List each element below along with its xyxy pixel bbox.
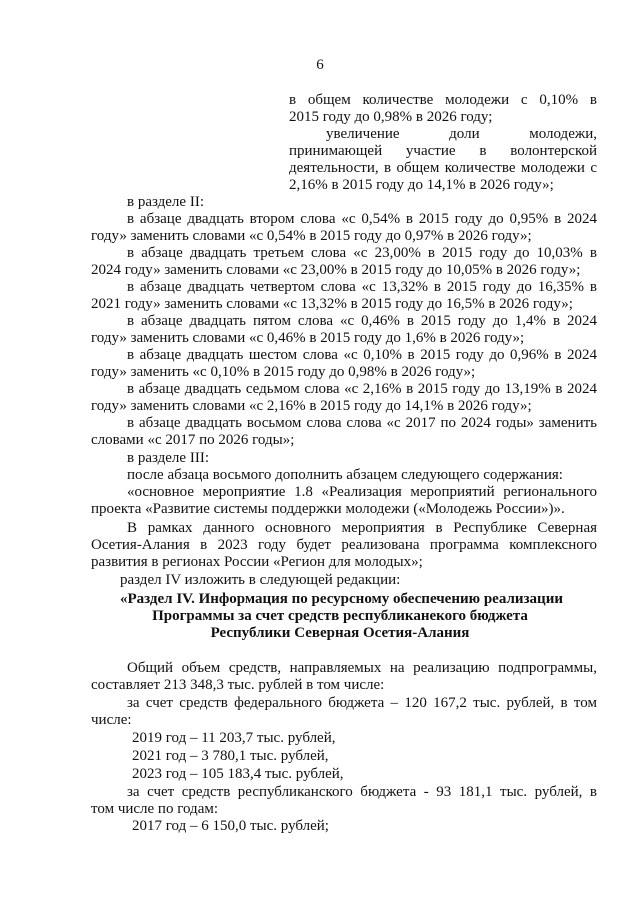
text-line: в абзаце двадцать седьмом слова «с 2,16% в 2015 году до 13,19% в 2024 xyxy=(127,381,597,397)
section-heading: Республики Северная Осетия-Алания xyxy=(210,625,470,641)
text-line: за счет средств республиканского бюджета - 93 181,1 тыс. рублей, в xyxy=(127,784,597,800)
text-line: В рамках данного основного мероприятия в Республике Северная xyxy=(127,520,597,536)
text-line: деятельности, в общем количестве молодежи с xyxy=(289,160,597,176)
text-line: принимающей участие в волонтерской xyxy=(289,143,597,159)
text-line: году» заменить словами «с 2,16% в 2015 году до 14,1% в 2026 году»; xyxy=(91,398,532,414)
text-line: «основное мероприятие 1.8 «Реализация мероприятий регионального xyxy=(127,484,597,500)
text-line: в разделе II: xyxy=(127,194,204,210)
text-line: 2024 году» заменить словами «с 23,00% в 2015 году до 10,05% в 2026 году»; xyxy=(91,262,581,278)
section-heading: «Раздел IV. Информация по ресурсному обеспечению реализации xyxy=(120,591,563,607)
text-line: 2019 год – 11 203,7 тыс. рублей, xyxy=(132,730,336,746)
text-line: в абзаце двадцать четвертом слова «с 13,32% в 2015 году до 16,35% в xyxy=(127,279,597,295)
text-line: 2017 год – 6 150,0 тыс. рублей; xyxy=(132,818,329,834)
text-line: 2023 год – 105 183,4 тыс. рублей, xyxy=(132,766,344,782)
text-line: году» заменить «с 0,10% в 2015 году до 0,98% в 2026 году»; xyxy=(91,364,476,380)
text-line: в абзаце двадцать шестом слова «с 0,10% в 2015 году до 0,96% в 2024 xyxy=(127,347,597,363)
text-line: раздел IV изложить в следующей редакции: xyxy=(120,572,401,588)
text-line: составляет 213 348,3 тыс. рублей в том числе: xyxy=(91,677,385,693)
text-line: 2021 году» заменить словами «с 13,32% в 2015 году до 16,5% в 2026 году»; xyxy=(91,296,573,312)
text-line: том числе по годам: xyxy=(91,801,219,817)
text-line: увеличение доли молодежи, xyxy=(326,126,597,142)
section-heading: Программы за счет средств республиканекого бюджета xyxy=(152,608,528,624)
text-line: развития в регионах России «Регион для молодых»; xyxy=(91,554,423,570)
text-line: Общий объем средств, направляемых на реализацию подпрограммы, xyxy=(127,660,597,676)
text-line: 2021 год – 3 780,1 тыс. рублей, xyxy=(132,748,329,764)
text-line: году» заменить словами «с 0,54% в 2015 году до 0,97% в 2026 году»; xyxy=(91,228,532,244)
text-line: в общем количестве молодежи с 0,10% в xyxy=(289,92,597,108)
text-line: в абзаце двадцать пятом слова «с 0,46% в 2015 году до 1,4% в 2024 xyxy=(127,313,597,329)
text-line: проекта «Развитие системы поддержки молодежи («Молодежь России»)». xyxy=(91,501,565,517)
text-line: словами «с 2017 по 2026 годы»; xyxy=(91,432,295,448)
text-line: в абзаце двадцать третьем слова «с 23,00% в 2015 году до 10,03% в xyxy=(127,245,597,261)
text-line: 2015 году до 0,98% в 2026 году; xyxy=(289,109,493,125)
text-line: Осетия-Алания в 2023 году будет реализована программа комплексного xyxy=(91,537,597,553)
text-line: в абзаце двадцать втором слова «с 0,54% в 2015 году до 0,95% в 2024 xyxy=(127,211,597,227)
text-line: числе: xyxy=(91,712,132,728)
text-line: после абзаца восьмого дополнить абзацем следующего содержания: xyxy=(127,467,563,483)
text-line: за счет средств федерального бюджета – 120 167,2 тыс. рублей, в том xyxy=(127,695,597,711)
text-line: в разделе III: xyxy=(127,450,209,466)
page-number: 6 xyxy=(316,57,324,73)
text-line: 2,16% в 2015 году до 14,1% в 2026 году»; xyxy=(289,177,554,193)
text-line: в абзаце двадцать восьмом слова слова «с 2017 по 2024 годы» заменить xyxy=(127,415,597,431)
text-line: году» заменить словами «с 0,46% в 2015 году до 1,6% в 2026 году»; xyxy=(91,330,525,346)
